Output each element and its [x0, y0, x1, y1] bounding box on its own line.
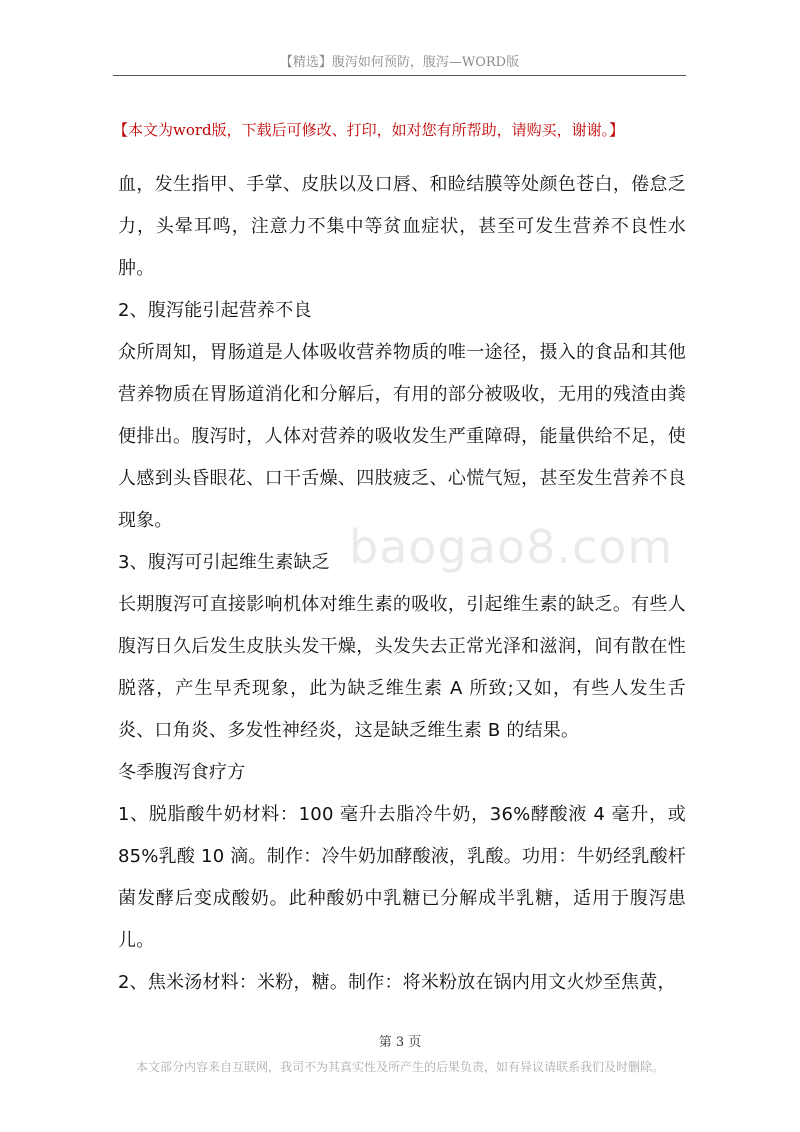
paragraph-skim-yogurt-recipe: 1、脱脂酸牛奶材料：100 毫升去脂冷牛奶，36%酵酸液 4 毫升，或85%乳酸 10 滴。制作：冷牛奶加酵酸液，乳酸。功用：牛奶经乳酸杆菌发酵后变成酸奶。此种酸奶中乳糖已分解成半乳糖，适用于腹泻患儿。 — [118, 804, 686, 951]
page-number: 第 3 页 — [378, 1035, 422, 1050]
page-header: 【精选】腹泻如何预防，腹泻—WORD版 — [279, 55, 520, 70]
document-body — [118, 164, 686, 1004]
heading-vitamin-deficiency: 3、腹泻可引起维生素缺乏 — [118, 552, 330, 573]
paragraph-burnt-rice-soup: 2、焦米汤材料：米粉，糖。制作：将米粉放在锅内用文火炒至焦黄， — [118, 972, 676, 993]
watermark: baogao8.com — [349, 520, 674, 574]
header-divider — [113, 75, 686, 76]
heading-malnutrition: 2、腹泻能引起营养不良 — [118, 300, 312, 321]
download-notice: 【本文为word版，下载后可修改、打印，如对您有所帮助，请购买，谢谢。】 — [113, 121, 625, 139]
paragraph-vitamin-deficiency: 长期腹泻可直接影响机体对维生素的吸收，引起维生素的缺乏。有些人腹泻日久后发生皮肤头发干燥，头发失去正常光泽和滋润，间有散在性脱落，产生早秃现象，此为缺乏维生素 A 所致;又如，有些人发生舌炎、口角炎、多发性神经炎，这是缺乏维生素 B 的结果。 — [118, 594, 686, 741]
heading-winter-diet-therapy: 冬季腹泻食疗方 — [118, 762, 246, 783]
paragraph-malnutrition: 众所周知，胃肠道是人体吸收营养物质的唯一途径，摄入的食品和其他营养物质在胃肠道消化和分解后，有用的部分被吸收，无用的残渣由粪便排出。腹泻时，人体对营养的吸收发生严重障碍，能量供给不足，使人感到头昏眼花、口干舌燥、四肢疲乏、心慌气短，甚至发生营养不良现象。 — [118, 342, 686, 531]
paragraph-anemia-continued: 血，发生指甲、手掌、皮肤以及口唇、和睑结膜等处颜色苍白，倦怠乏力，头晕耳鸣，注意力不集中等贫血症状，甚至可发生营养不良性水肿。 — [118, 174, 686, 279]
footer-disclaimer: 本文部分内容来自互联网，我司不为其真实性及所产生的后果负责，如有异议请联系我们及时删除。 — [135, 1060, 664, 1074]
